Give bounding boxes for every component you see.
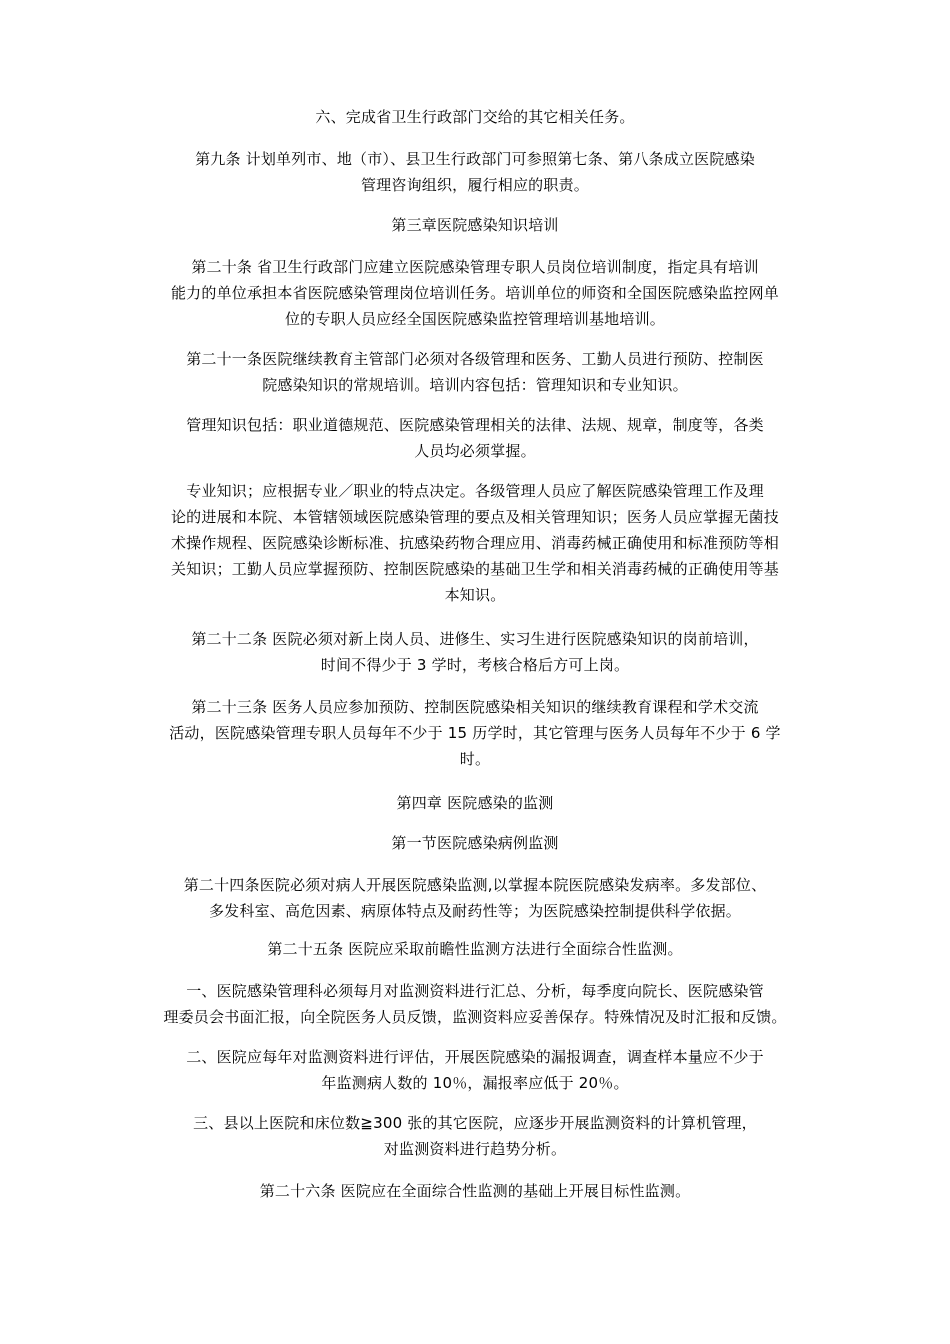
paragraph-article-23 bbox=[130, 694, 820, 772]
text-line: 第二十三条 医务人员应参加预防、控制医院感染相关知识的继续教育课程和学术交流 bbox=[191, 698, 759, 716]
text-line: 院感染知识的常规培训。培训内容包括：管理知识和专业知识。 bbox=[262, 376, 688, 394]
text-line: 理委员会书面汇报，向全院医务人员反馈，监测资料应妥善保存。特殊情况及时汇报和反馈。 bbox=[163, 1008, 787, 1026]
chapter-3-heading bbox=[130, 212, 820, 238]
text-line: 第二十一条医院继续教育主管部门必须对各级管理和医务、工勤人员进行预防、控制医 bbox=[186, 350, 764, 368]
text-line: 六、完成省卫生行政部门交给的其它相关任务。 bbox=[315, 108, 635, 126]
text-line: 多发科室、高危因素、病原体特点及耐药性等；为医院感染控制提供科学依据。 bbox=[208, 902, 741, 920]
paragraph-article-21 bbox=[130, 346, 820, 398]
paragraph-item-two bbox=[130, 1044, 820, 1096]
text-line: 第三章医院感染知识培训 bbox=[391, 216, 559, 234]
text-line: 本知识。 bbox=[444, 586, 506, 604]
text-line: 术操作规程、医院感染诊断标准、抗感染药物合理应用、消毒药械正确使用和标准预防等相 bbox=[170, 534, 779, 552]
text-line: 第九条 计划单列市、地（市）、县卫生行政部门可参照第七条、第八条成立医院感染 bbox=[195, 150, 755, 168]
text-line: 关知识；工勤人员应掌握预防、控制医院感染的基础卫生学和相关消毒药械的正确使用等基 bbox=[170, 560, 779, 578]
chapter-4-heading bbox=[130, 790, 820, 816]
paragraph-professional-knowledge bbox=[130, 478, 820, 608]
section-1-heading bbox=[130, 830, 820, 856]
text-line: 位的专职人员应经全国医院感染监控管理培训基地培训。 bbox=[284, 310, 665, 328]
text-line: 第四章 医院感染的监测 bbox=[396, 794, 554, 812]
paragraph-article-22 bbox=[130, 626, 820, 678]
text-line: 第二十四条医院必须对病人开展医院感染监测,以掌握本院医院感染发病率。多发部位、 bbox=[183, 876, 767, 894]
paragraph-task-six bbox=[130, 104, 820, 130]
text-line: 年监测病人数的 10％，漏报率应低于 20％。 bbox=[321, 1074, 629, 1092]
text-line: 管理知识包括：职业道德规范、医院感染管理相关的法律、法规、规章，制度等，各类 bbox=[186, 416, 764, 434]
text-line: 能力的单位承担本省医院感染管理岗位培训任务。培训单位的师资和全国医院感染监控网单 bbox=[170, 284, 779, 302]
text-line: 三、县以上医院和床位数≧300 张的其它医院，应逐步开展监测资料的计算机管理， bbox=[193, 1114, 757, 1132]
text-line: 论的进展和本院、本管辖领域医院感染管理的要点及相关管理知识；医务人员应掌握无菌技 bbox=[170, 508, 779, 526]
text-line: 第二十条 省卫生行政部门应建立医院感染管理专职人员岗位培训制度，指定具有培训 bbox=[191, 258, 759, 276]
text-line: 第二十六条 医院应在全面综合性监测的基础上开展目标性监测。 bbox=[259, 1182, 691, 1200]
paragraph-article-25 bbox=[130, 936, 820, 962]
paragraph-article-20 bbox=[130, 254, 820, 332]
text-line: 专业知识；应根据专业／职业的特点决定。各级管理人员应了解医院感染管理工作及理 bbox=[186, 482, 764, 500]
text-line: 第二十五条 医院应采取前瞻性监测方法进行全面综合性监测。 bbox=[267, 940, 683, 958]
paragraph-item-one bbox=[130, 978, 820, 1030]
text-line: 第一节医院感染病例监测 bbox=[391, 834, 559, 852]
text-line: 人员均必须掌握。 bbox=[414, 442, 536, 460]
paragraph-article-24 bbox=[130, 872, 820, 924]
text-line: 第二十二条 医院必须对新上岗人员、进修生、实习生进行医院感染知识的岗前培训， bbox=[191, 630, 759, 648]
paragraph-article-9 bbox=[130, 146, 820, 198]
text-line: 时。 bbox=[459, 750, 491, 768]
text-line: 二、医院应每年对监测资料进行评估，开展医院感染的漏报调查，调查样本量应不少于 bbox=[186, 1048, 764, 1066]
paragraph-management-knowledge bbox=[130, 412, 820, 464]
text-line: 时间不得少于 3 学时，考核合格后方可上岗。 bbox=[320, 656, 630, 674]
paragraph-item-three bbox=[130, 1110, 820, 1162]
text-line: 对监测资料进行趋势分析。 bbox=[383, 1140, 567, 1158]
paragraph-article-26 bbox=[130, 1178, 820, 1204]
text-line: 活动，医院感染管理专职人员每年不少于 15 历学时，其它管理与医务人员每年不少于 6 学 bbox=[169, 724, 781, 742]
text-line: 管理咨询组织，履行相应的职责。 bbox=[360, 176, 589, 194]
text-line: 一、医院感染管理科必须每月对监测资料进行汇总、分析，每季度向院长、医院感染管 bbox=[186, 982, 764, 1000]
